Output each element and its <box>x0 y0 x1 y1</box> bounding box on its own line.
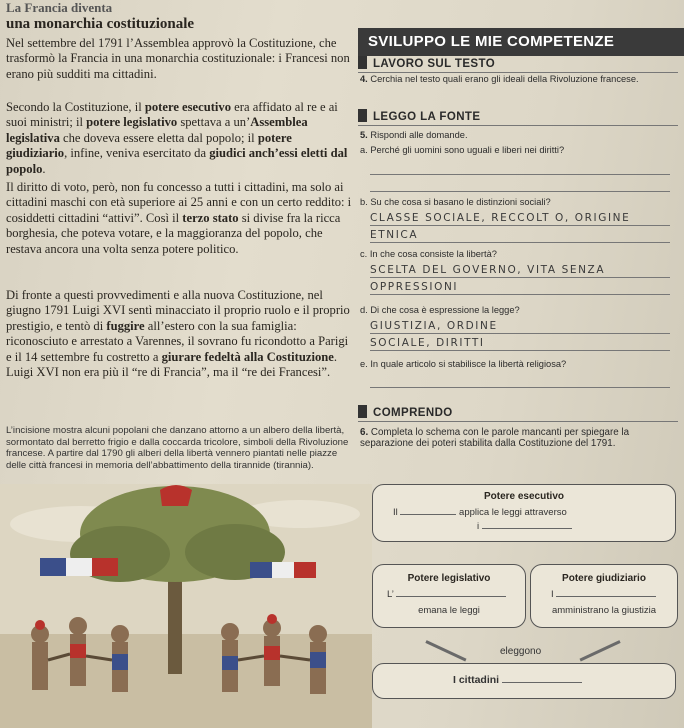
section-rule <box>358 125 678 126</box>
box-title-giudiziario: Potere giudiziario <box>562 573 646 584</box>
section-lavoro-sul-testo: LAVORO SUL TESTO <box>358 56 495 70</box>
question-5: 5. Rispondi alle domande. <box>360 130 468 140</box>
answer-line-5a-2[interactable] <box>370 178 670 192</box>
box-title-esecutivo: Potere esecutivo <box>483 491 565 502</box>
image-caption: L’incisione mostra alcuni popolani che danzano attorno a un albero della libertà, sormontato dal berretto frigio e dalla coccarda tricolore, simboli della Rivoluzione francese. A partire dal 1790 gli alberi della libertà vennero piantati nelle piazze delle città francesi in memoria dell’abbattimento della tirannide (tirannia). <box>6 425 349 471</box>
arrow-to-giudiziario <box>579 640 620 661</box>
box-potere-legislativo <box>372 564 526 628</box>
box-potere-esecutivo <box>372 484 676 542</box>
blank-cittadini[interactable] <box>502 682 582 683</box>
leg-line: L’ <box>387 589 506 600</box>
section-title: una monarchia costituzionale <box>6 16 195 32</box>
paragraph-3: Il diritto di voto, però, non fu concesso a tutti i cittadini, ma solo ai cittadini maschi con età superiore ai 25 anni e con un certo reddito: i cosiddetti cittadini “attivi”. Così il terzo stato si divise fra la ricca borghesia, che poteva votare, e la maggioranza del popolo, che restava ancora una volta senza potere politico. <box>6 180 352 256</box>
question-5b: b. Su che cosa si basano le distinzioni sociali? <box>360 197 551 207</box>
answer-5d-2[interactable]: SOCIALE, DIRITTI <box>370 337 670 351</box>
paragraph-1: Nel settembre del 1791 l’Assemblea approvò la Costituzione, che trasformò la Francia in una monarchia costituzionale: i Francesi non erano più sudditi ma cittadini. <box>6 36 350 81</box>
question-5e: e. In quale articolo si stabilisce la libertà religiosa? <box>360 359 567 369</box>
label-eleggono: eleggono <box>500 646 542 657</box>
competences-sidebar <box>358 0 684 728</box>
question-5a: a. Perché gli uomini sono uguali e liberi nei diritti? <box>360 145 565 155</box>
paragraph-2: Secondo la Costituzione, il potere esecutivo era affidato al re e ai suoi ministri; il potere legislativo spettava a un’Assemblea legislativa che doveva essere eletta dal popolo; il potere giudiziario, infine, veniva esercitato da giudici anch’essi eletti dal popolo. <box>6 100 348 176</box>
blank-exec-2[interactable] <box>482 528 572 529</box>
arrow-to-legislativo <box>425 640 466 661</box>
section-rule <box>358 421 678 422</box>
answer-5c-1[interactable]: SCELTA DEL GOVERNO, VITA SENZA <box>370 264 670 278</box>
answer-5d-1[interactable]: GIUSTIZIA, ORDINE <box>370 320 670 334</box>
answer-line-5e[interactable] <box>370 374 670 388</box>
exec-line-2: i <box>477 521 572 532</box>
blank-exec-1[interactable] <box>400 514 456 515</box>
answer-5b-1[interactable]: CLASSE SOCIALE, RECCOLT O, ORIGINE <box>370 212 670 226</box>
section-marker-icon <box>358 109 367 122</box>
question-5c: c. In che cosa consiste la libertà? <box>360 249 497 259</box>
section-comprendo: COMPRENDO <box>358 405 453 419</box>
blank-legislativo[interactable] <box>396 596 506 597</box>
answer-5b-2[interactable]: ETNICA <box>370 229 670 243</box>
section-rule <box>358 72 678 73</box>
box-title-legislativo: Potere legislativo <box>407 573 491 584</box>
paragraph-4: Di fronte a questi provvedimenti e alla nuova Costituzione, nel giugno 1791 Luigi XVI sentì minacciato il proprio ruolo e il proprio prestigio, e tentò di fuggire all’estero con la sua famiglia: riconosciuto e arrestato a Varennes, il sovrano fu ricondotto a Parigi e il 14 settembre fu costretto a giurare fedeltà alla Costituzione. Luigi XVI non era più il “re di Francia”, ma il “re dei Francesi”. <box>6 288 350 380</box>
answer-5c-2[interactable]: OPPRESSIONI <box>370 281 670 295</box>
header-cut: La Francia diventa <box>6 0 113 15</box>
giud-line: I <box>551 589 656 600</box>
question-4: 4. Cerchia nel testo quali erano gli ideali della Rivoluzione francese. <box>360 74 639 84</box>
engraving-illustration <box>0 484 372 728</box>
citizens-line: I cittadini <box>453 674 582 686</box>
blank-giudiziario[interactable] <box>556 596 656 597</box>
answer-line-5a-1[interactable] <box>370 161 670 175</box>
section-marker-icon <box>358 56 367 69</box>
engraving-liberty-tree <box>0 484 372 728</box>
giud-desc: amministrano la giustizia <box>551 605 656 616</box>
section-marker-icon <box>358 405 367 418</box>
question-6: 6. Completa lo schema con le parole mancanti per spiegare la separazione dei poteri stabilita dalla Costituzione del 1791. <box>360 427 630 449</box>
leg-desc: emana le leggi <box>418 605 480 616</box>
box-potere-giudiziario <box>530 564 678 628</box>
box-cittadini <box>372 663 676 699</box>
competences-band: SVILUPPO LE MIE COMPETENZE <box>358 28 684 56</box>
section-leggo-la-fonte: LEGGO LA FONTE <box>358 109 480 123</box>
exec-line-1: Il applica le leggi attraverso <box>393 507 567 518</box>
question-5d: d. Di che cosa è espressione la legge? <box>360 305 520 315</box>
